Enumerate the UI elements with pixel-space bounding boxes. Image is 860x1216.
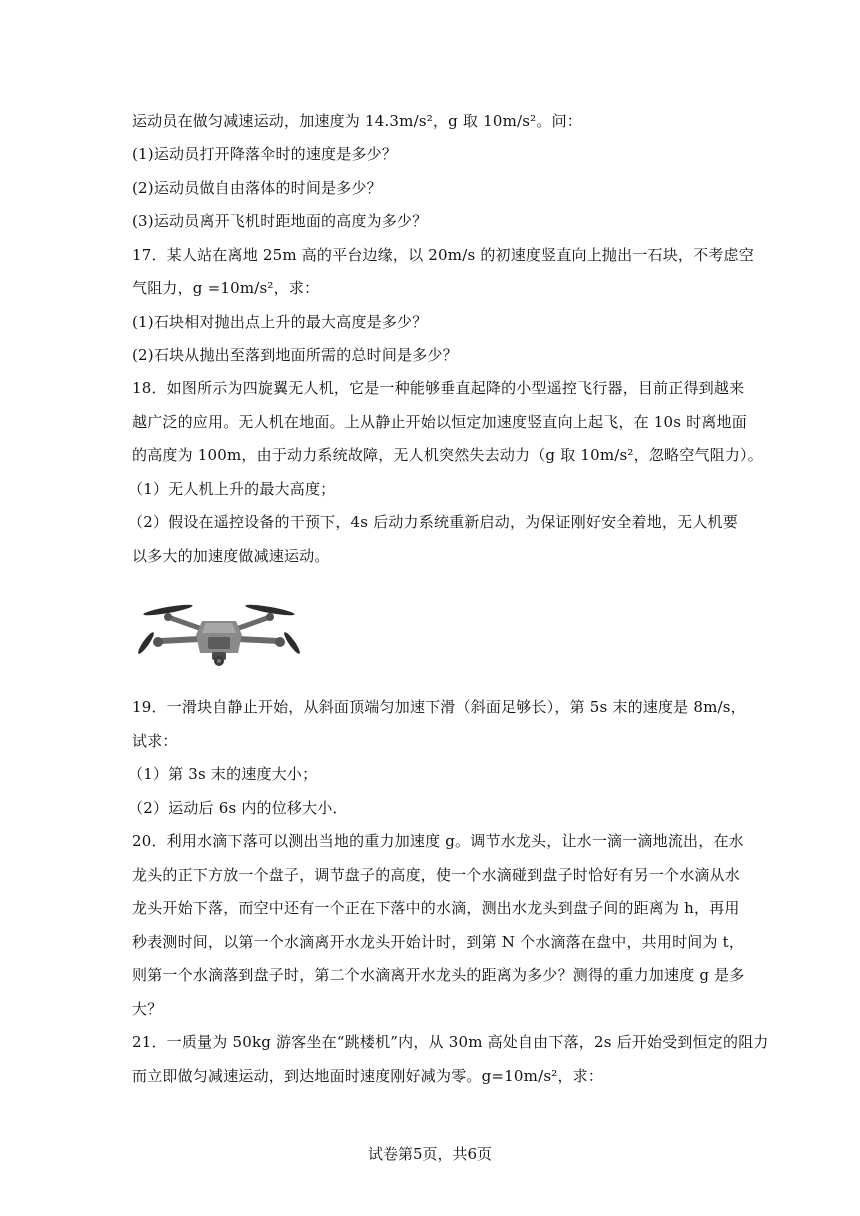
text-line: 而立即做匀减速运动，到达地面时速度刚好减为零。g=10m/s²，求： [132,1067,604,1085]
text-line: 大？ [132,1000,163,1018]
text-line: 以多大的加速度做减速运动。 [132,547,330,565]
text-line: （1）第 3s 末的速度大小； [128,765,318,783]
text-line: （1）无人机上升的最大高度； [128,480,336,498]
text-line: 则第一个水滴落到盘子时，第二个水滴离开水龙头的距离为多少？测得的重力加速度 g 是多 [132,966,745,984]
text-line: (1)运动员打开降落伞时的速度是多少？ [132,145,398,163]
text-line: （2）运动后 6s 内的位移大小． [128,799,348,817]
text-line: (1)石块相对抛出点上升的最大高度是多少？ [132,313,428,331]
text-line: (3)运动员离开飞机时距地面的高度为多少？ [132,212,428,230]
text-line: 秒表测时间，以第一个水滴离开水龙头开始计时，到第 N 个水滴落在盘中，共用时间为 t， [132,933,745,951]
question-20-line: 20．利用水滴下落可以测出当地的重力加速度 g。调节水龙头，让水一滴一滴地流出，在水 [132,832,744,850]
question-18-line: 18．如图所示为四旋翼无人机，它是一种能够垂直起降的小型遥控飞行器，目前正得到越来 [132,379,745,397]
text-line: 越广泛的应用。无人机在地面。上从静止开始以恒定加速度竖直向上起飞，在 10s 时离地面 [132,413,747,431]
text-line: 试求： [132,732,178,750]
question-21-line: 21．一质量为 50kg 游客坐在“跳楼机”内，从 30m 高处自由下落，2s 后开始受到恒定的阻力 [132,1033,769,1051]
text-line: 气阻力，g =10m/s²，求： [132,279,320,297]
question-17-line: 17．某人站在离地 25m 高的平台边缘，以 20m/s 的初速度竖直向上抛出一石块，不考虑空 [132,246,754,264]
text-line: 运动员在做匀减速运动，加速度为 14.3m/s²，g 取 10m/s²。问： [132,112,582,130]
question-19-line: 19．一滑块自静止开始，从斜面顶端匀加速下滑（斜面足够长），第 5s 末的速度是 8m/s， [132,698,746,716]
text-line: 龙头开始下落，而空中还有一个正在下落中的水滴，测出水龙头到盘子间的距离为 h，再用 [132,899,740,917]
text-line: (2)运动员做自由落体的时间是多少？ [132,179,382,197]
text-line: (2)石块从抛出至落到地面所需的总时间是多少？ [132,346,458,364]
quadcopter-drone-image [130,597,308,671]
text-line: 的高度为 100m，由于动力系统故障，无人机突然失去动力（g 取 10m/s²，忽略空气阻力）。 [132,446,763,464]
page-footer: 试卷第5页，共6页 [367,1145,493,1163]
text-line: （2）假设在遥控设备的干预下，4s 后动力系统重新启动，为保证刚好安全着地，无人机要 [128,513,738,531]
text-line: 龙头的正下方放一个盘子，调节盘子的高度，使一个水滴碰到盘子时恰好有另一个水滴从水 [132,866,741,884]
